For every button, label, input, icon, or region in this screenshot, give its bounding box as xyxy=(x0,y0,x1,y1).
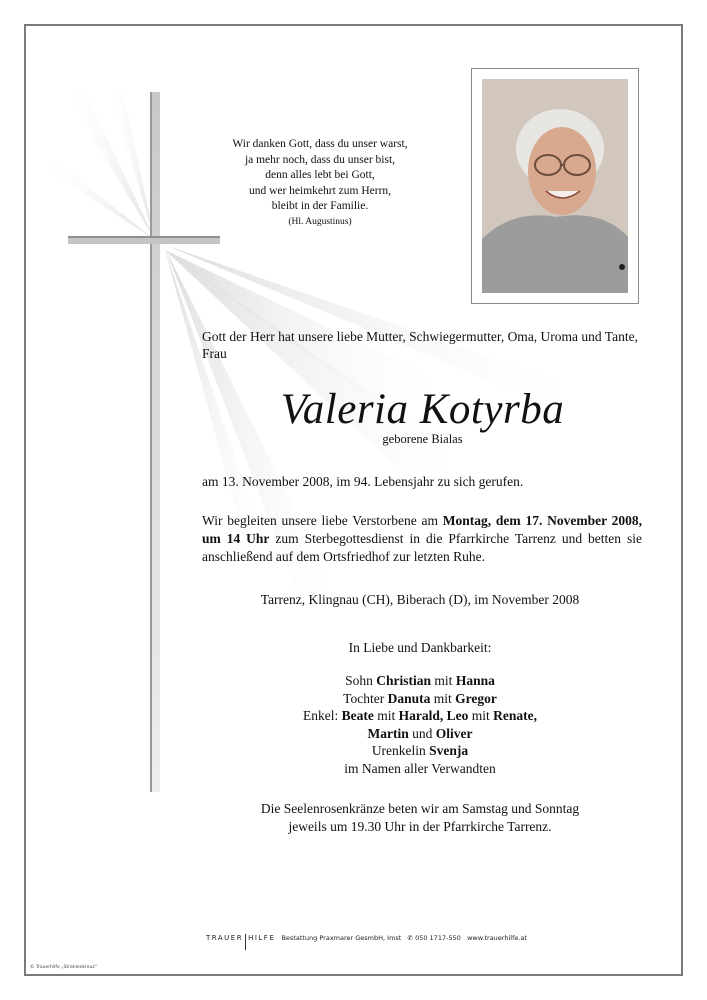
funeral-date: Montag, dem 17. November 2008, um 14 Uhr xyxy=(202,513,642,546)
quote-line: denn alles lebt bei Gott, xyxy=(265,169,375,181)
place-date: Tarrenz, Klingnau (CH), Biberach (D), im November 2008 xyxy=(260,592,580,607)
footer-logo-right: HILFE xyxy=(248,934,276,942)
quote-line: Wir danken Gott, dass du unser warst, xyxy=(232,138,408,150)
credit-text: © Trauerhilfe „Strahlenkreuz" xyxy=(30,965,97,970)
intro-text: Gott der Herr hat unsere liebe Mutter, Schwiegermutter, Oma, Uroma und Tante, Frau xyxy=(202,329,638,361)
funeral-paragraph xyxy=(202,512,642,566)
footer-web[interactable]: www.trauerhilfe.at xyxy=(467,934,527,942)
rosary-line: jeweils um 19.30 Uhr in der Pfarrkirche Tarrenz. xyxy=(288,819,552,834)
quote-line: bleibt in der Familie. xyxy=(271,200,369,212)
footer-phone: 050 1717-550 xyxy=(415,934,461,942)
family-line: Urenkelin Svenja xyxy=(371,743,469,758)
family-line: Tochter Danuta mit Gregor xyxy=(343,690,497,706)
quote-block xyxy=(200,137,440,230)
logo-divider xyxy=(245,934,246,950)
footer-logo-left: TRAUER xyxy=(206,934,244,942)
maiden-name: geborene Bialas xyxy=(382,432,463,446)
rosary-line: Die Seelenrosenkränze beten wir am Samstag und Sonntag xyxy=(260,801,580,816)
quote-source: (Hl. Augustinus) xyxy=(288,216,352,227)
family-list xyxy=(200,672,640,777)
funeral-text: Wir begleiten unsere liebe Verstorbene am xyxy=(202,513,443,528)
deceased-name: Valeria Kotyrba xyxy=(280,386,565,433)
quote-line: ja mehr noch, dass du unser bist, xyxy=(244,153,396,166)
family-line: Enkel: Beate mit Harald, Leo mit Renate, xyxy=(302,708,537,723)
portrait-frame xyxy=(471,68,639,304)
family-line: im Namen aller Verwandten xyxy=(344,760,496,776)
death-note: am 13. November 2008, im 94. Lebensjahr zu sich gerufen. xyxy=(202,474,524,489)
portrait-photo xyxy=(482,79,628,293)
family-line: Martin und Oliver xyxy=(367,725,473,741)
footer xyxy=(206,934,606,954)
love-line: In Liebe und Dankbarkeit: xyxy=(348,640,492,655)
family-line: Sohn Christian mit Hanna xyxy=(345,673,495,688)
footer-company: Bestattung Praxmarer GesmbH, Imst xyxy=(281,934,402,942)
rosary-note xyxy=(200,800,640,836)
funeral-text: zum Sterbegottesdienst in die Pfarrkirche Tarrenz und betten sie anschließend auf dem Ortsfriedhof zur letzten Ruhe. xyxy=(202,531,642,564)
quote-line: und wer heimkehrt zum Herrn, xyxy=(248,184,392,197)
phone-icon: ✆ xyxy=(407,934,413,942)
